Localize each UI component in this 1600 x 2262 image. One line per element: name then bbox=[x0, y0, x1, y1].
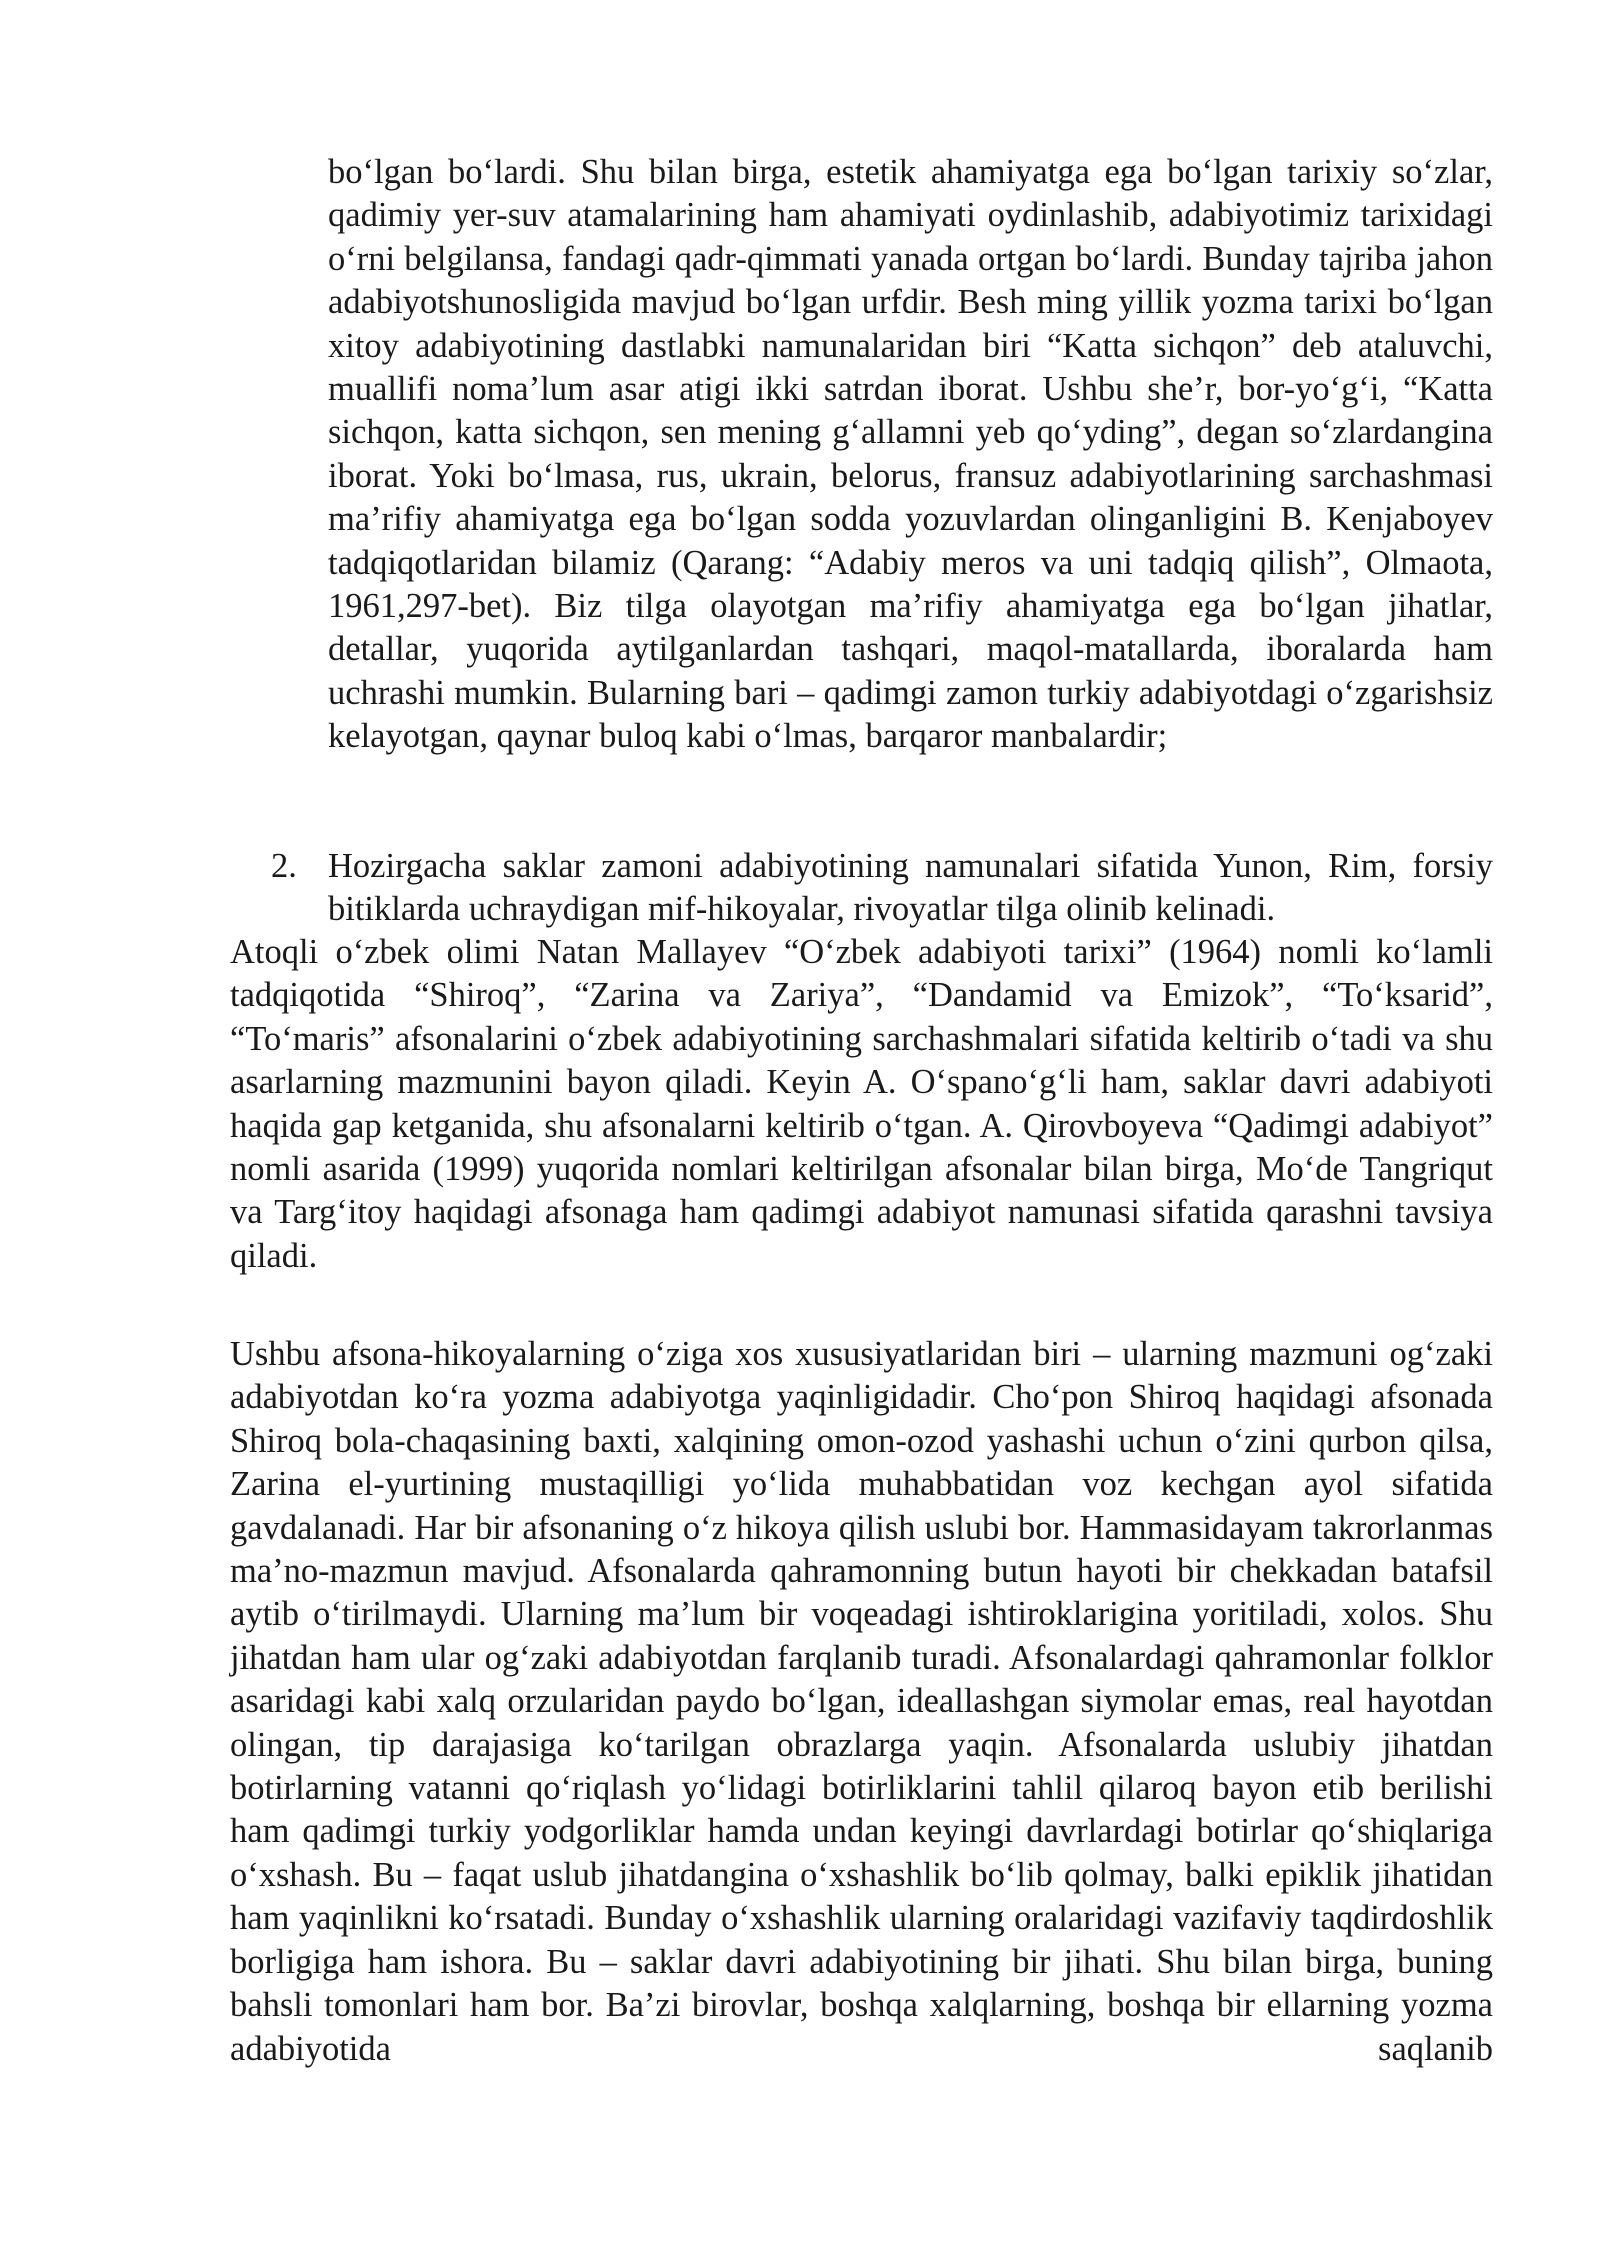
paragraph-mallayev-block bbox=[230, 931, 1493, 1278]
paragraph-mallayev: Atoqli o‘zbek olimi Natan Mallayev “O‘zbek adabiyoti tarixi” (1964) nomli ko‘lamli tadqiqotida “Shiroq”, “Zarina va Zariya”, “Dandamid va Emizok”, “To‘ksarid”, “To‘maris” afsonalarini o‘zbek adabiyotining sarchashmalari sifatida keltirib o‘tadi va shu asarlarning mazmunini bayon qiladi. Keyin A. O‘spano‘g‘li ham, saklar davri adabiyoti haqida gap ketganida, shu afsonalarni keltirib o‘tgan. A. Qirovboyeva “Qadimgi adabiyot” nomli asarida (1999) yuqorida nomlari keltirilgan afsonalar bilan birga, Mo‘de Tangriqut va Targ‘itoy haqidagi afsonaga ham qadimgi adabiyot namunasi sifatida qarashni tavsiya qiladi. bbox=[230, 933, 1493, 1275]
list-item-1-continuation bbox=[328, 151, 1493, 759]
paragraph-continuation: bo‘lgan bo‘lardi. Shu bilan birga, estetik ahamiyatga ega bo‘lgan tarixiy so‘zlar, qadimiy yer-suv atamalarining ham ahamiyati oydinlashib, adabiyotimiz tarixidagi o‘rni belgilansa, fandagi qadr-qimmati yanada ortgan bo‘lardi. Bunday tajriba jahon adabiyotshunosligida mavjud bo‘lgan urfdir. Besh ming yillik yozma tarixi bo‘lgan xitoy adabiyotining dastlabki namunalaridan biri “Katta sichqon” deb ataluvchi, muallifi noma’lum asar atigi ikki satrdan iborat. Ushbu she’r, bor-yo‘g‘i, “Katta sichqon, katta sichqon, sen mening g‘allamni yeb qo‘yding”, degan so‘zlardangina iborat. Yoki bo‘lmasa, rus, ukrain, belorus, fransuz adabiyotlarining sarchashmasi ma’rifiy ahamiyatga ega bo‘lgan sodda yozuvlardan olinganligini B. Kenjaboyev tadqiqotlaridan bilamiz (Qarang: “Adabiy meros va uni tadqiq qilish”, Olmaota, 1961,297-bet). Biz tilga olayotgan ma’rifiy ahamiyatga ega bo‘lgan jihatlar, detallar, yuqorida aytilganlardan tashqari, maqol-matallarda, iboralarda ham uchrashi mumkin. Bularning bari – qadimgi zamon turkiy adabiyotdagi o‘zgarishsiz kelayotgan, qaynar buloq kabi o‘lmas, barqaror manbalardir; bbox=[328, 153, 1493, 756]
paragraph-ushbu: Ushbu afsona-hikoyalarning o‘ziga xos xususiyatlaridan biri – ularning mazmuni og‘zaki adabiyotdan ko‘ra yozma adabiyotga yaqinligidadir. Cho‘pon Shiroq haqidagi afsonada Shiroq bola-chaqasining baxti, xalqining omon-ozod yashashi uchun o‘zini qurbon qilsa, Zarina el-yurtining mustaqilligi yo‘lida muhabbatidan voz kechgan ayol sifatida gavdalanadi. Har bir afsonaning o‘z hikoya qilish uslubi bor. Hammasidayam takrorlanmas ma’no-mazmun mavjud. Afsonalarda qahramonning butun hayoti bir chekkadan batafsil aytib o‘tirilmaydi. Ularning ma’lum bir voqeadagi ishtiroklarigina yoritiladi, xolos. Shu jihatdan ham ular og‘zaki adabiyotdan farqlanib turadi. Afsonalardagi qahramonlar folklor asaridagi kabi xalq orzularidan paydo bo‘lgan, ideallashgan siymolar emas, real hayotdan olingan, tip darajasiga ko‘tarilgan obrazlarga yaqin. Afsonalarda uslubiy jihatdan botirlarning vatanni qo‘riqlash yo‘lidagi botirliklarini tahlil qilaroq bayon etib berilishi ham qadimgi turkiy yodgorliklar hamda undan keyingi davrlardagi botirlar qo‘shiqlariga o‘xshash. Bu – faqat uslub jihatdangina o‘xshashlik bo‘lib qolmay, balki epiklik jihatidan ham yaqinlikni ko‘rsatadi. Bunday o‘xshashlik ularning oralaridagi vazifaviy taqdirdoshlik borligiga ham ishora. Bu – saklar davri adabiyotining bir jihati. Shu bilan birga, buning bahsli tomonlari ham bor. Ba’zi birovlar, boshqa xalqlarning, boshqa bir ellarning yozma adabiyotida saqlanib bbox=[230, 1335, 1493, 2068]
paragraph-ushbu-block bbox=[230, 1333, 1493, 2071]
list-item-2-text: Hozirgacha saklar zamoni adabiyotining namunalari sifatida Yunon, Rim, forsiy bitiklarda uchraydigan mif-hikoyalar, rivoyatlar tilga olinib kelinadi. bbox=[328, 847, 1493, 929]
list-item-2 bbox=[271, 845, 1493, 932]
list-marker: 2. bbox=[271, 847, 297, 885]
